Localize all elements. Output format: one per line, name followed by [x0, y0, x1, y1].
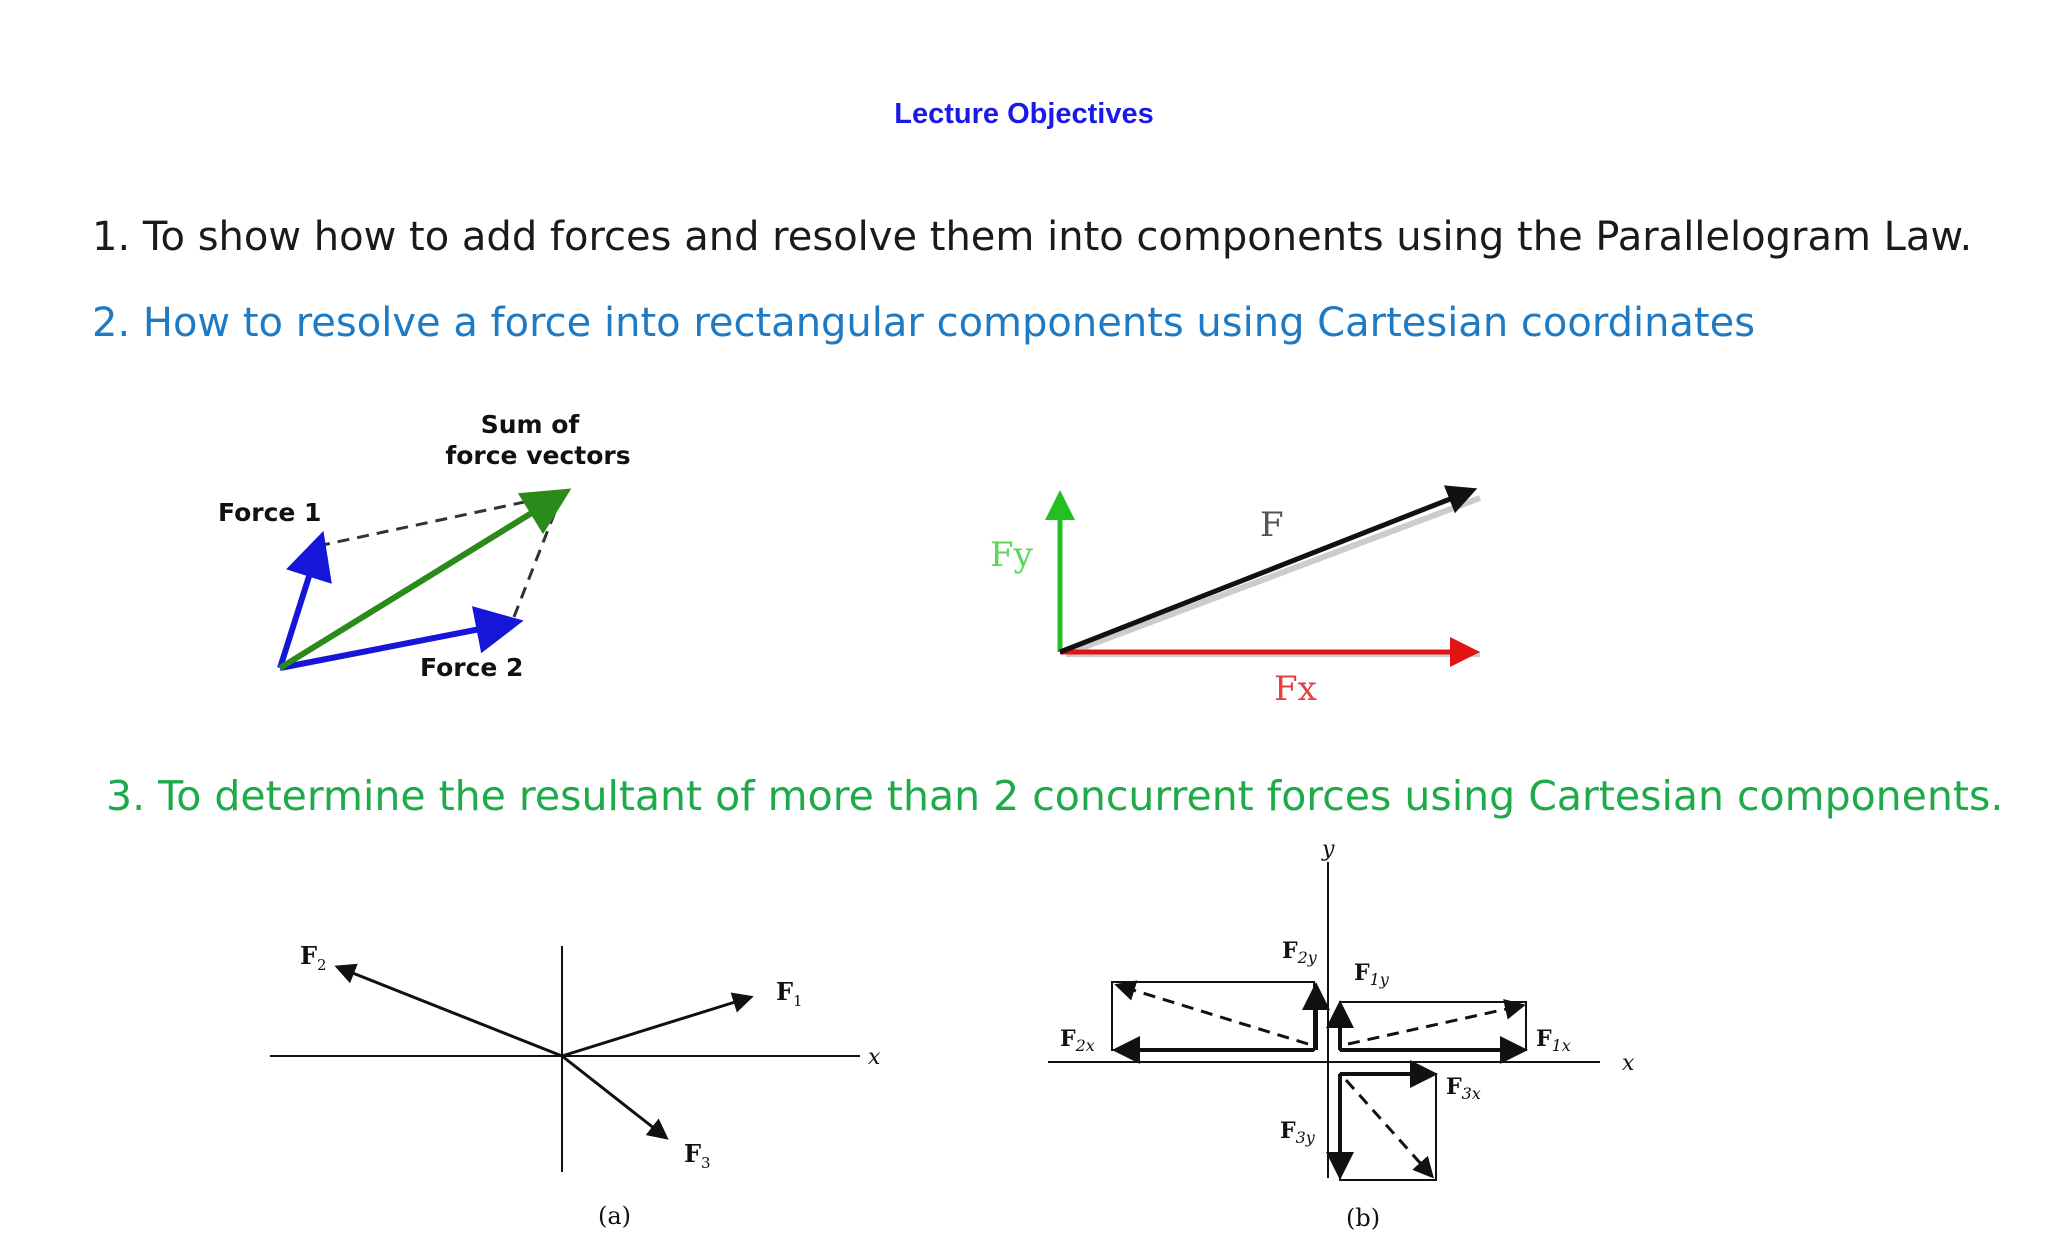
f1y-letter: F — [1354, 960, 1370, 986]
f3y-label — [1280, 1118, 1316, 1147]
objective-1: 1. To show how to add forces and resolve them into components using the Parallelogram Law. — [92, 214, 1973, 260]
f3x-sub: 3x — [1461, 1084, 1481, 1103]
slide-title: Lecture Objectives — [894, 98, 1154, 130]
f3y-sub: 3y — [1295, 1128, 1315, 1147]
f1-dashed — [1348, 1006, 1520, 1044]
f3-sub-a: 3 — [701, 1154, 711, 1172]
f2x-letter: F — [1060, 1026, 1076, 1052]
f1x-letter: F — [1536, 1026, 1552, 1052]
f2-dashed — [1120, 986, 1308, 1044]
sum-label-line1: Sum of — [480, 410, 580, 439]
f2y-label — [1282, 938, 1318, 967]
y-label-b: y — [1322, 837, 1335, 862]
f2-rectangle — [1112, 982, 1314, 1050]
f2y-sub: 2y — [1297, 948, 1317, 967]
f1x-sub: 1x — [1551, 1036, 1571, 1055]
f3-arrow-a — [562, 1056, 664, 1136]
objective-3: 3. To determine the resultant of more than 2 concurrent forces using Cartesian components. — [106, 772, 2004, 820]
concurrent-forces-diagram-b — [1040, 830, 1660, 1240]
f3-letter-a: F — [684, 1139, 702, 1168]
concurrent-forces-diagram-a — [260, 890, 900, 1240]
sum-label-line2: force vectors — [445, 441, 631, 470]
f-label: F — [1260, 505, 1284, 545]
f2-letter-a: F — [300, 941, 318, 970]
caption-a: (a) — [598, 1202, 632, 1230]
f2y-letter: F — [1282, 938, 1298, 964]
force-2-label: Force 2 — [420, 653, 524, 682]
f3x-label — [1446, 1074, 1481, 1103]
f2-arrow-a — [340, 968, 562, 1056]
f3-dashed — [1346, 1080, 1430, 1174]
f1y-label — [1354, 960, 1390, 989]
f2x-sub: 2x — [1075, 1036, 1095, 1055]
f1-label-a — [776, 977, 803, 1010]
f3y-letter: F — [1280, 1118, 1296, 1144]
f2-sub-a: 2 — [317, 956, 327, 974]
f1-arrow-a — [562, 998, 748, 1056]
f2x-label — [1060, 1026, 1095, 1055]
f2-label-a — [300, 941, 327, 974]
f1x-label — [1536, 1026, 1571, 1055]
f3x-letter: F — [1446, 1074, 1462, 1100]
f3-label-a — [684, 1139, 711, 1172]
fx-label: Fx — [1274, 669, 1317, 709]
rectangular-components-diagram — [960, 470, 1520, 720]
objective-2: 2. How to resolve a force into rectangular components using Cartesian coordinates — [92, 300, 1756, 346]
force-1-label: Force 1 — [218, 498, 322, 527]
f1-sub-a: 1 — [793, 992, 803, 1010]
parallelogram-diagram — [200, 400, 680, 690]
x-label-b: x — [1622, 1051, 1635, 1076]
caption-b: (b) — [1346, 1204, 1381, 1232]
f1-letter-a: F — [776, 977, 794, 1006]
f1y-sub: 1y — [1369, 970, 1389, 989]
x-label-a: x — [868, 1045, 881, 1070]
fy-label: Fy — [990, 535, 1033, 575]
